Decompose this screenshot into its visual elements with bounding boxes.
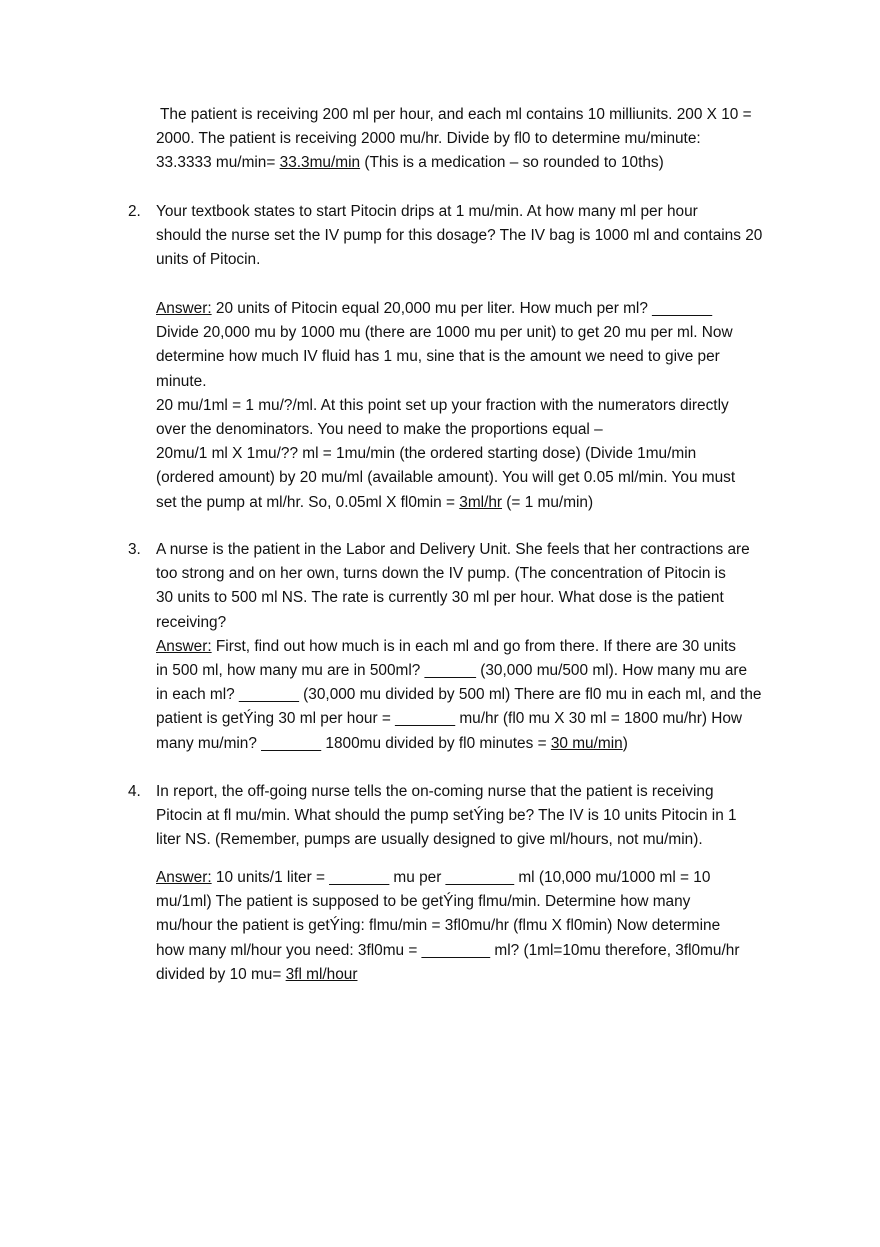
q4-final-answer: 3fl ml/hour — [285, 965, 358, 983]
intro-line-1: The patient is receiving 200 ml per hour, and each ml contains 10 milliunits. 200 X 10 = — [160, 106, 752, 123]
q2-answer — [156, 297, 786, 515]
q3-answer-line: in each ml? _______ (30,000 mu divided by 500 ml) There are fl0 mu in each ml, and the — [156, 686, 762, 704]
q4-answer-text: 10 units/1 liter = _______ mu per ________ ml (10,000 mu/1000 ml = 10 — [211, 869, 711, 886]
q2-question-line: should the nurse set the IV pump for this dosage? The IV bag is 1000 ml and contains 20 — [156, 227, 763, 245]
q4-answer-line — [156, 866, 786, 890]
intro-line-3-suffix: (This is a medication – so rounded to 10ths) — [360, 154, 664, 172]
q2-answer-line: Divide 20,000 mu by 1000 mu (there are 1000 mu per unit) to get 20 mu per ml. Now — [156, 324, 733, 342]
q3-number: 3. — [128, 541, 141, 558]
q4-answer-line: mu/hour the patient is getÝing: flmu/min = 3fl0mu/hr (flmu X fl0min) Now determine — [156, 917, 721, 935]
q2-question-line: Your textbook states to start Pitocin drips at 1 mu/min. At how many ml per hour — [156, 203, 698, 220]
q2-answer-line: 20 mu/1ml = 1 mu/?/ml. At this point set up your fraction with the numerators directly — [156, 396, 729, 414]
q3-answer-line: in 500 ml, how many mu are in 500ml? ______ (30,000 mu/500 ml). How many mu are — [156, 662, 748, 680]
q4-number: 4. — [128, 783, 141, 800]
q4-question-line: liter NS. (Remember, pumps are usually designed to give ml/hours, not mu/min). — [156, 831, 703, 849]
intro-answer: 33.3mu/min — [279, 154, 361, 172]
intro-line-2: 2000. The patient is receiving 2000 mu/hr. Divide by fl0 to determine mu/minute: — [156, 130, 701, 148]
q2-answer-final — [156, 491, 786, 515]
q2-answer-line: determine how much IV fluid has 1 mu, sine that is the amount we need to give per — [156, 348, 720, 366]
q2-answer-line: (ordered amount) by 20 mu/ml (available amount). You will get 0.05 ml/min. You must — [156, 469, 736, 487]
q3-final-suffix: ) — [622, 734, 628, 752]
q3-final-answer: 30 mu/min — [550, 734, 623, 752]
q4-answer-line: how many ml/hour you need: 3fl0mu = ________ ml? (1ml=10mu therefore, 3fl0mu/hr — [156, 941, 740, 959]
q3-answer-text: First, find out how much is in each ml and go from there. If there are 30 units — [211, 637, 736, 655]
q3-answer-final — [156, 732, 786, 756]
q2-number: 2. — [128, 203, 141, 220]
q2-answer-line: 20mu/1 ml X 1mu/?? ml = 1mu/min (the ordered starting dose) (Divide 1mu/min — [156, 445, 697, 463]
q4-question — [156, 780, 786, 853]
q2-answer-line: minute. — [156, 372, 207, 390]
q2-answer-line — [156, 297, 786, 321]
intro-line-3 — [156, 151, 786, 175]
q2-final-answer: 3ml/hr — [459, 493, 503, 511]
q4-question-line: Pitocin at fl mu/min. What should the pump setÝing be? The IV is 10 units Pitocin in 1 — [156, 807, 737, 825]
q4-final-text: divided by 10 mu= — [156, 965, 286, 983]
q3-answer-label: Answer: — [156, 637, 212, 655]
q3-question-line: too strong and on her own, turns down the IV pump. (The concentration of Pitocin is — [156, 565, 726, 583]
q3-question — [156, 538, 786, 756]
q2-answer-line: over the denominators. You need to make the proportions equal – — [156, 421, 603, 439]
q2-question-line: units of Pitocin. — [156, 251, 261, 269]
q2-question — [156, 200, 786, 273]
q2-answer-label: Answer: — [156, 300, 212, 317]
q2-answer-text: 20 units of Pitocin equal 20,000 mu per liter. How much per ml? _______ — [211, 300, 713, 317]
q4-answer-label: Answer: — [156, 869, 212, 886]
intro-line-3-text: 33.3333 mu/min= — [156, 154, 280, 172]
q3-answer-line: patient is getÝing 30 ml per hour = _______ mu/hr (fl0 mu X 30 ml = 1800 mu/hr) How — [156, 710, 743, 728]
q4-answer-line: mu/1ml) The patient is supposed to be getÝing flmu/min. Determine how many — [156, 893, 691, 911]
intro-paragraph — [156, 103, 786, 176]
q3-final-text: many mu/min? _______ 1800mu divided by fl0 minutes = — [156, 734, 551, 752]
q3-answer-line — [156, 635, 786, 659]
q3-question-line: A nurse is the patient in the Labor and Delivery Unit. She feels that her contractions are — [156, 541, 750, 558]
q4-question-line: In report, the off-going nurse tells the on-coming nurse that the patient is receiving — [156, 783, 714, 800]
q2-final-suffix: (= 1 mu/min) — [502, 493, 594, 511]
q4-answer-final — [156, 963, 786, 987]
q3-question-line: receiving? — [156, 613, 227, 631]
q3-question-line: 30 units to 500 ml NS. The rate is currently 30 ml per hour. What dose is the patient — [156, 589, 724, 607]
q4-answer — [156, 866, 786, 987]
q2-final-text: set the pump at ml/hr. So, 0.05ml X fl0min = — [156, 493, 460, 511]
